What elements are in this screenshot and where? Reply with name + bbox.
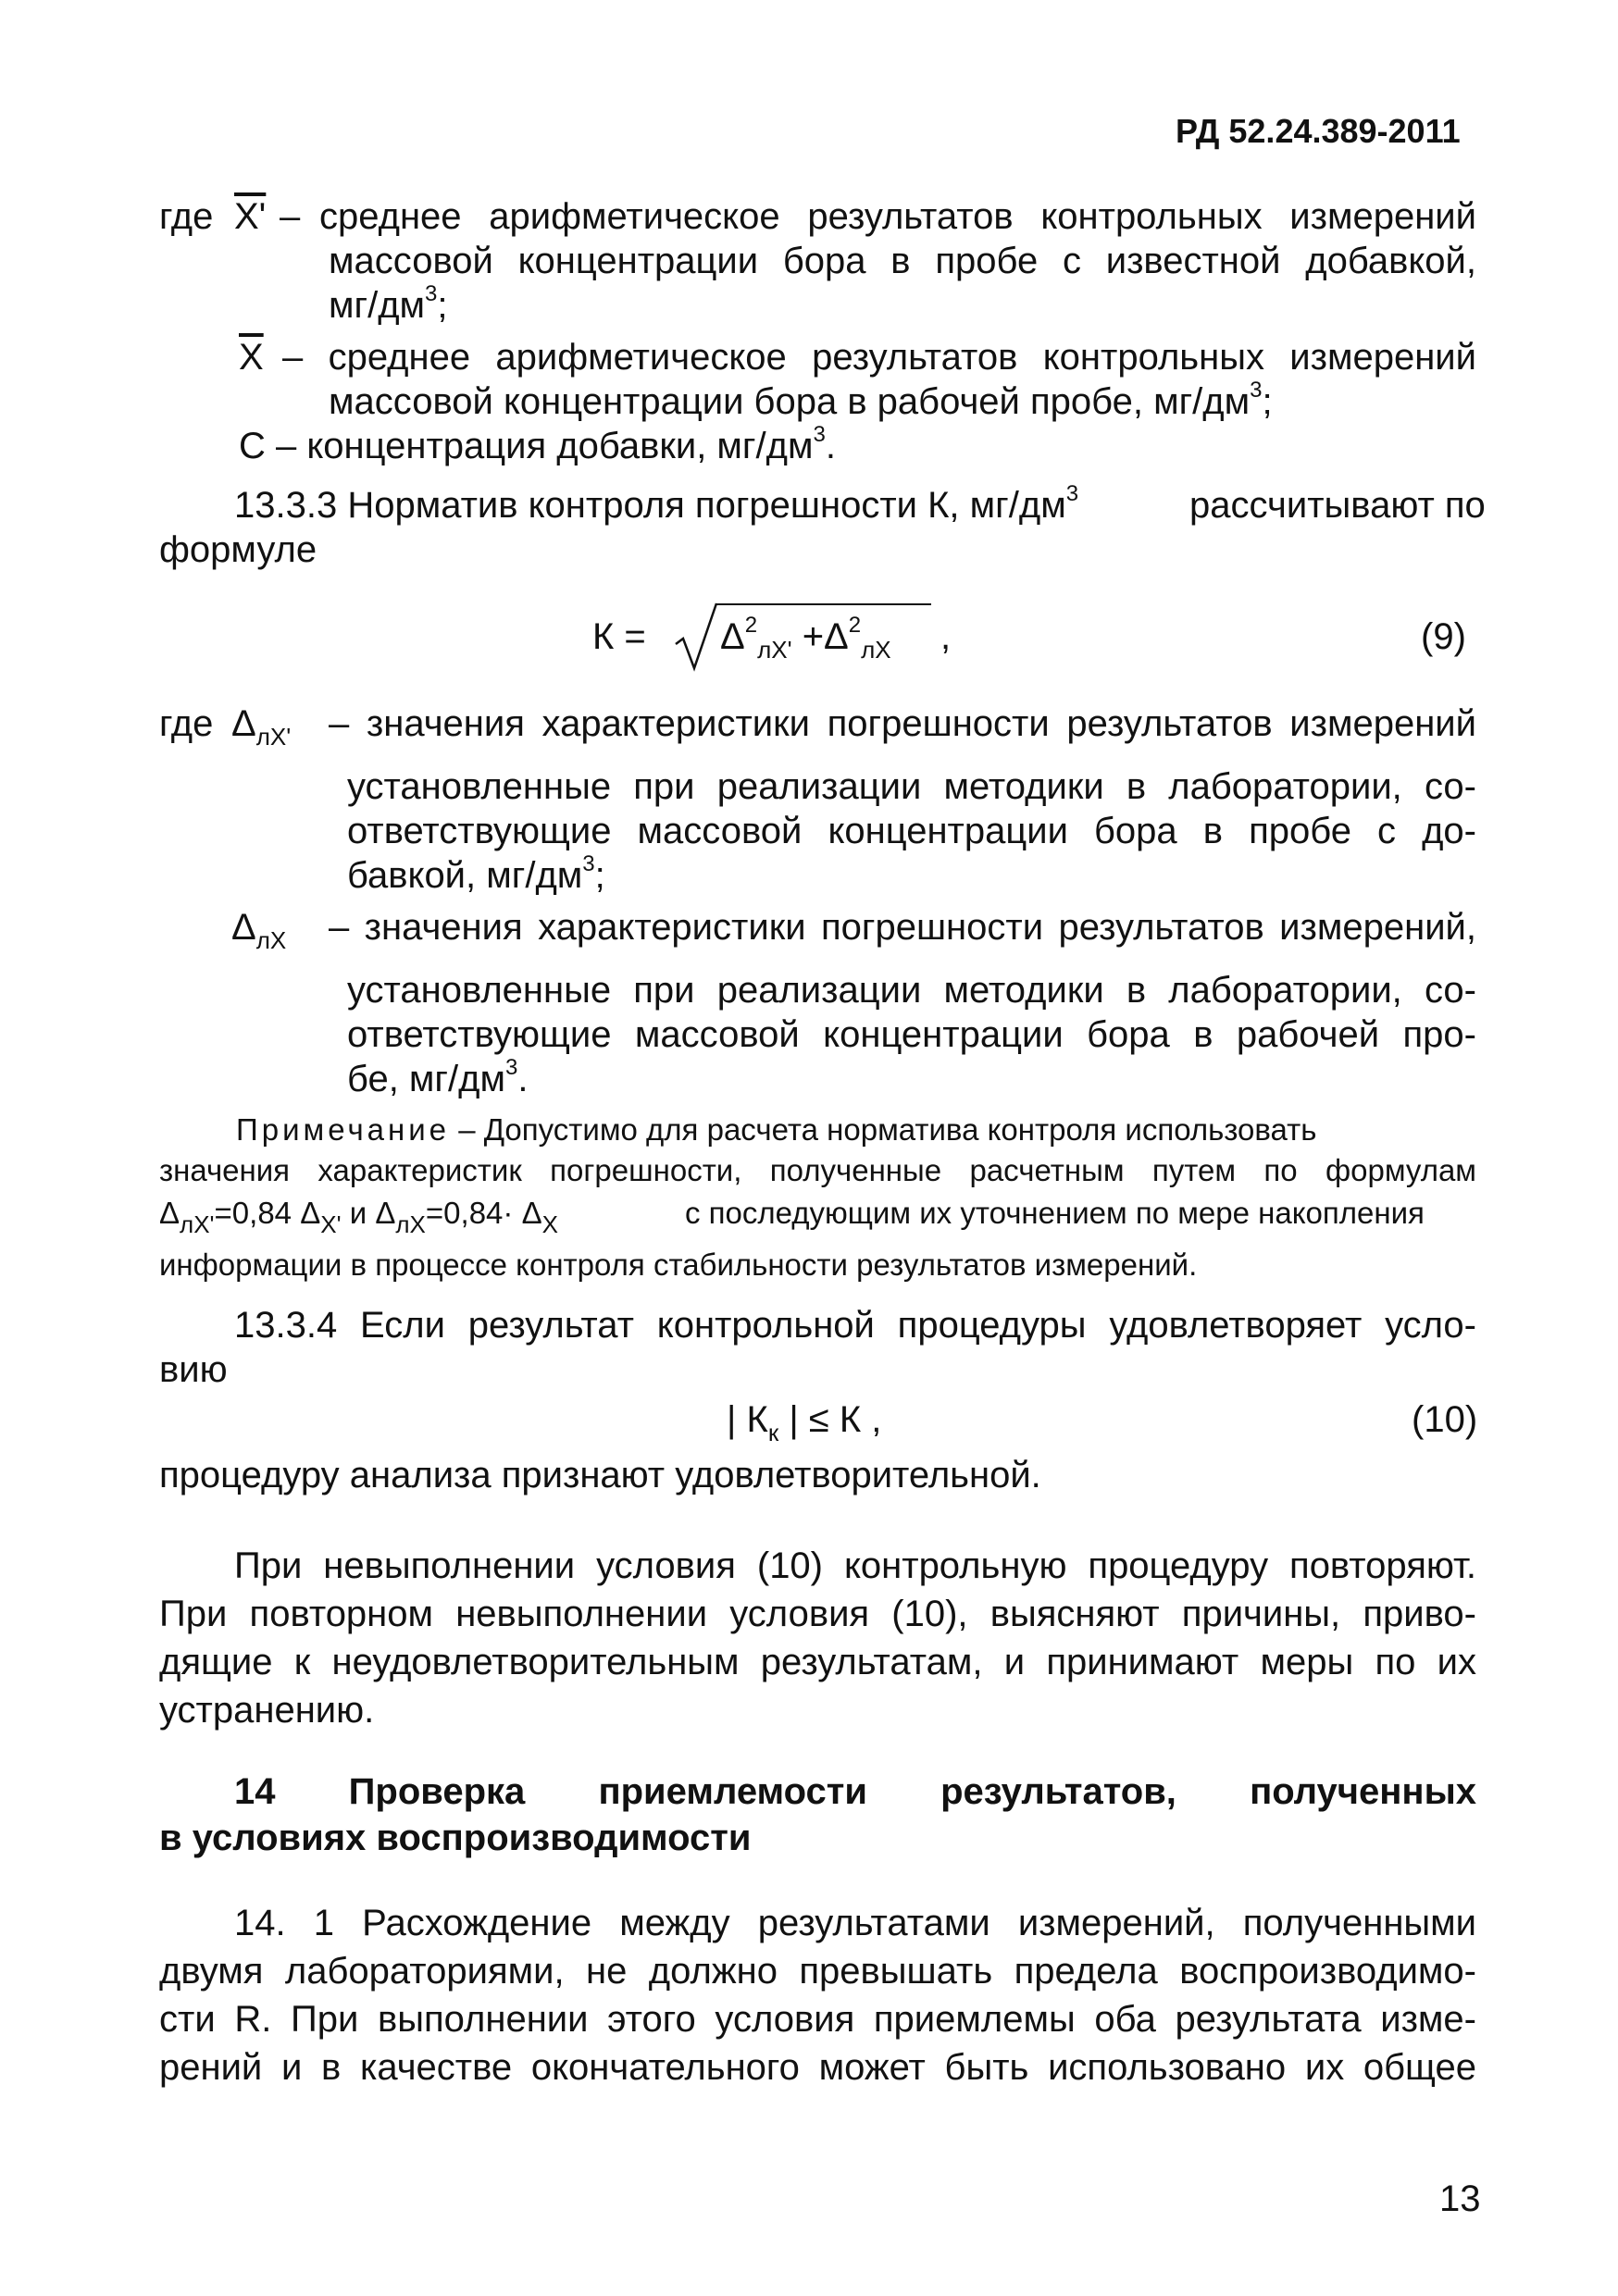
delta-lx-prime-symbol: $\Delta_{лX'}$ [231,703,292,751]
x-def-line-2: массовой концентрации бора в рабочей пробе, $мг/дм^3$; [329,378,1273,422]
page-number: 13 [1439,2178,1481,2219]
delta-lx-line-3: ответствующие массовой концентрации бора в рабочей про- [347,1014,1476,1055]
p1333-line-1b: рассчитывают по [1189,485,1486,526]
x-prime-def-line-3: $мг/дм^3$; [329,281,448,326]
p1334-line-1: 13.3.4 Если результат контрольной процедуры удовлетворяет усло- [234,1305,1476,1346]
p1333-line-2: формуле [159,529,317,570]
x-prime-dash: – [280,196,301,237]
delta-lx-line-2: установленные при реализации методики в лаборатории, со- [347,970,1476,1011]
p-fail-line-1: При невыполнении условия (10) контрольную процедуру повторяют. [234,1545,1476,1586]
delta-lx-prime-line-1: – значения характеристики погрешности результатов измерений [329,703,1476,744]
p141-line-3: сти R. При выполнении этого условия приемлемы оба результата изме- [159,1999,1476,2040]
section-14-heading-line-2: в условиях воспроизводимости [159,1818,752,1858]
eq9-radicand: $\Delta^2_{лX'} +\Delta^2_{лX}$ [720,613,891,664]
note-line-4: информации в процессе контроля стабильности результатов измерений. [159,1247,1198,1282]
eq10: | $К_к$ | ≤ К , [727,1399,882,1446]
sqrt-bar [716,603,931,605]
sqrt-icon [674,602,720,672]
eq9-lhs: К = [592,616,646,657]
note-line-2: значения характеристик погрешности, полученные расчетным путем по формулам [159,1153,1476,1187]
p1333-line-1a: 13.3.3 Норматив контроля погрешности К, $мг/дм^3$ [234,481,1079,526]
section-14-heading-line-1: 14 Проверка приемлемости результатов, полученных [234,1771,1476,1812]
c-def-line: С – концентрация добавки, $мг/дм^3$. [239,422,836,466]
delta-lx-prime-line-3: ответствующие массовой концентрации бора в пробе с до- [347,811,1476,851]
p1334-line-2: вию [159,1349,228,1390]
p141-line-4: рений и в качестве окончательного может быть использовано их общее [159,2047,1476,2088]
p-fail-line-4: устранению. [159,1690,375,1731]
x-symbol: $\overline{X}$ [239,337,264,378]
p141-line-2: двумя лабораториями, не должно превышать предела воспроизводимо- [159,1951,1476,1992]
p141-line-1: 14. 1 Расхождение между результатами измерений, полученными [234,1903,1476,1943]
document-code: РД 52.24.389-2011 [1176,112,1461,150]
x-def-line-1: – среднее арифметическое результатов контрольных измерений [282,337,1476,378]
p1334-line-3: процедуру анализа признают удовлетворительной. [159,1455,1041,1496]
note-line-3-tail: с последующим их уточнением по мере накопления [685,1196,1425,1230]
x-prime-symbol: X' [234,196,267,237]
eq9-tail: , [940,616,952,657]
delta-lx-symbol: $\Delta_{лX}$ [231,907,287,954]
where-label: где [159,196,214,237]
note-line-1: Примечание – Допустимо для расчета норматива контроля использовать [236,1112,1317,1147]
eq10-number: (10) [1412,1399,1478,1440]
delta-lx-line-1: – значения характеристики погрешности результатов измерений, [329,907,1476,948]
eq9-number: (9) [1421,616,1466,657]
delta-lx-prime-line-4: бавкой, $мг/дм^3$; [347,851,605,896]
where-label-2: где [159,703,214,744]
p-fail-line-3: дящие к неудовлетворительным результатам, и принимают меры по их [159,1642,1476,1682]
p-fail-line-2: При повторном невыполнении условия (10), выясняют причины, приво- [159,1594,1476,1634]
x-prime-def-line-1: среднее арифметическое результатов контрольных измерений [319,196,1476,237]
note-line-3: $\Delta_{лX'}=0,84$ $\Delta_{X'}$ и $\Delta_{лX}=0,84\cdot \Delta_X$ [159,1196,558,1238]
x-prime-def-line-2: массовой концентрации бора в пробе с известной добавкой, [329,241,1476,281]
delta-lx-line-4: бе, $мг/дм^3$. [347,1055,529,1099]
delta-lx-prime-line-2: установленные при реализации методики в лаборатории, со- [347,766,1476,807]
